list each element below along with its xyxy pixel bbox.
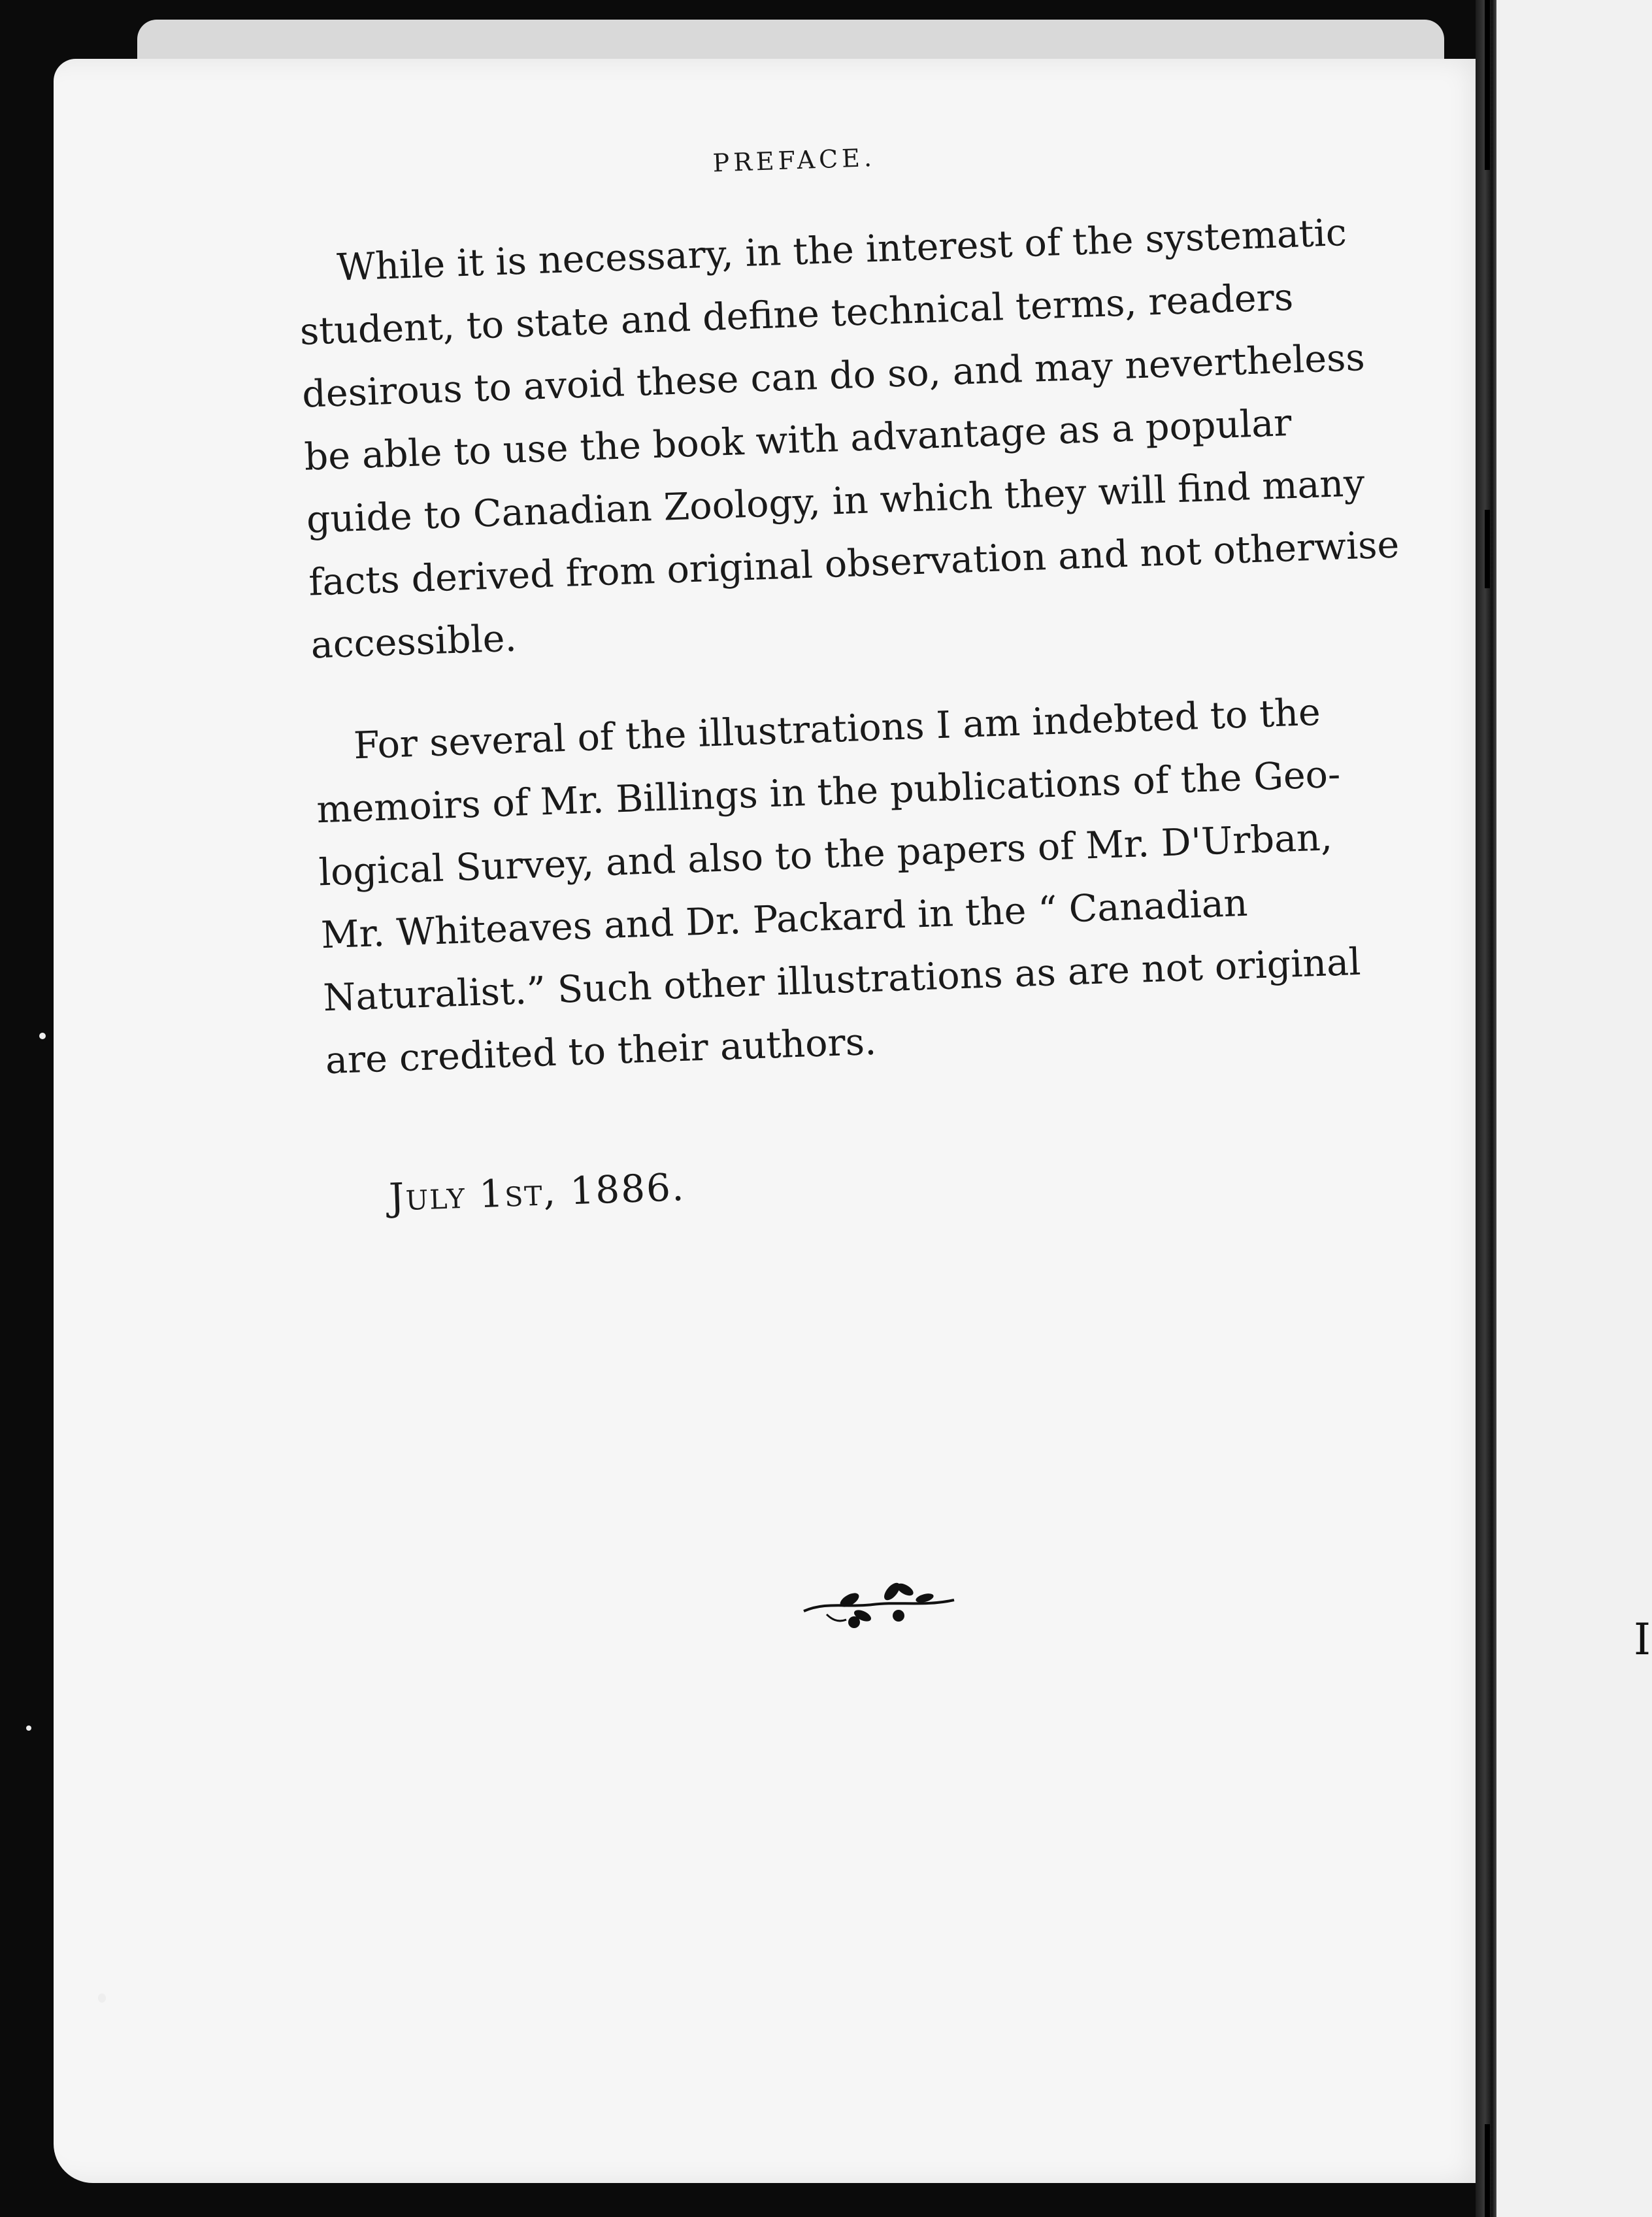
- facing-page-edge: [1496, 0, 1652, 2217]
- text-line: student, to state and define technical terms, readers: [299, 275, 1295, 354]
- paragraph-2: [314, 678, 1404, 1092]
- text-line: logical Survey, and also to the papers of Mr. D'Urban,: [318, 816, 1333, 895]
- binding-thread: [1485, 0, 1490, 170]
- acorn-leaf-ornament-icon: [801, 1575, 957, 1634]
- binding-thread: [1485, 510, 1490, 588]
- text-line: desirous to avoid these can do so, and may nevertheless: [301, 336, 1366, 416]
- binding-thread: [1485, 2124, 1490, 2217]
- scan-speck: [26, 1725, 31, 1731]
- text-line: facts derived from original observation and not otherwise: [308, 523, 1400, 605]
- text-line: be able to use the book with advantage as a popular: [303, 401, 1293, 479]
- page-text: [294, 125, 1409, 1222]
- preface-date: July 1st, 1886.: [388, 1165, 686, 1220]
- book-spine: [1476, 0, 1499, 2217]
- text-line: Mr. Whiteaves and Dr. Packard in the “ Canadian: [320, 881, 1249, 958]
- scan-speck: [39, 1033, 46, 1039]
- text-line: For several of the illustrations I am indebted to the: [353, 690, 1321, 768]
- text-line: While it is necessary, in the interest of the systematic: [336, 210, 1347, 290]
- text-line: are credited to their authors.: [324, 1020, 878, 1083]
- facing-page-fragment: I: [1634, 1614, 1651, 1665]
- text-line: memoirs of Mr. Billings in the publications of the Geo-: [316, 752, 1342, 832]
- text-line: Naturalist.” Such other illustrations as are not original: [322, 940, 1362, 1020]
- page-heading: PREFACE.: [712, 142, 876, 178]
- text-line: guide to Canadian Zoology, in which they will find many: [305, 461, 1366, 542]
- scan-speck: [98, 1993, 106, 2003]
- text-line: accessible.: [310, 616, 518, 667]
- paragraph-1: [297, 200, 1400, 676]
